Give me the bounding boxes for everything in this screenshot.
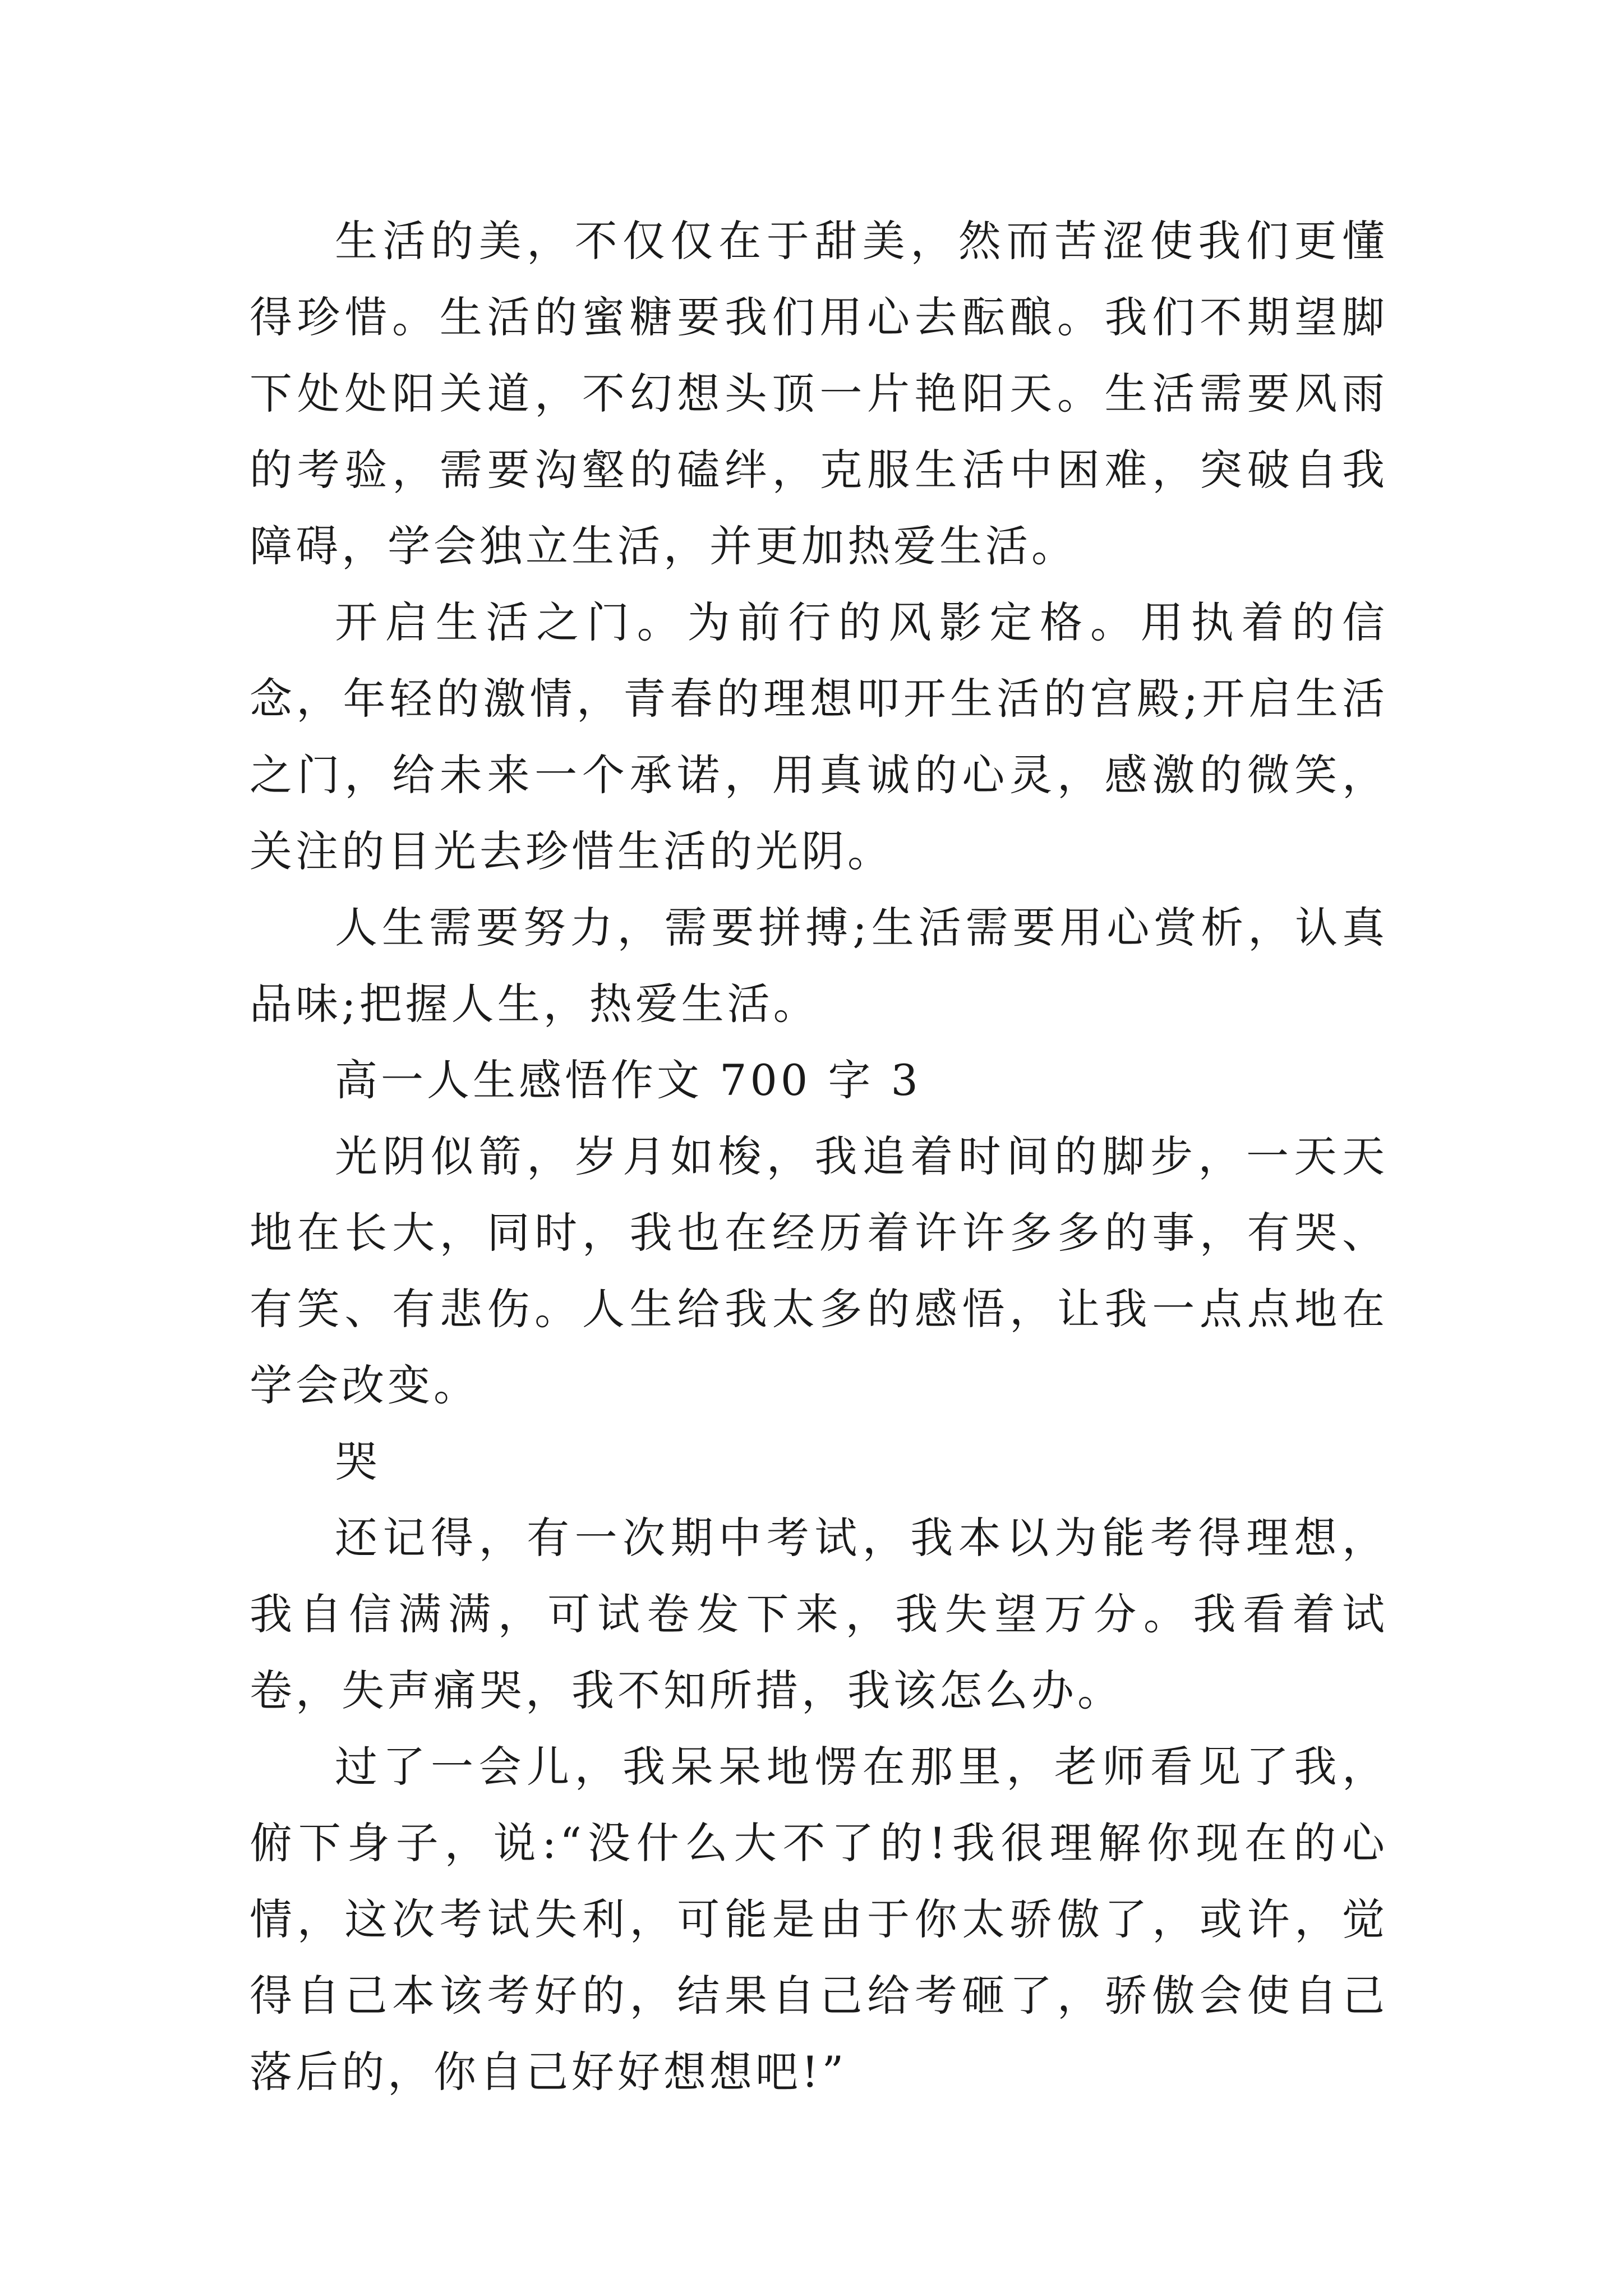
section-heading: 高一人生感悟作文 700 字 3	[335, 1055, 921, 1105]
subheading: 哭	[335, 1437, 381, 1487]
paragraph: 生活的美，不仅仅在于甜美，然而苦涩使我们更懂得珍惜。生活的蜜糖要我们用心去酝酿。我们不期望脚下处处阳关道，不幻想头顶一片艳阳天。生活需要风雨的考验，需要沟壑的磕绊，克服生活中困难，突破自我障碍，学会独立生活，并更加热爱生活。	[250, 216, 1388, 571]
paragraph: 过了一会儿，我呆呆地愣在那里，老师看见了我，俯下身子，说:“没什么大不了的!我很理解你现在的心情，这次考试失利，可能是由于你太骄傲了，或许，觉得自己本该考好的，结果自己给考砸了，骄傲会使自己落后的，你自己好好想想吧!”	[250, 1742, 1388, 2097]
paragraph: 人生需要努力，需要拼搏;生活需要用心赏析，认真品味;把握人生，热爱生活。	[250, 903, 1388, 1029]
document-body	[250, 203, 1388, 2110]
paragraph: 还记得，有一次期中考试，我本以为能考得理想，我自信满满，可试卷发下来，我失望万分。我看着试卷，失声痛哭，我不知所措，我该怎么办。	[250, 1513, 1388, 1715]
paragraph: 开启生活之门。为前行的风影定格。用执着的信念，年轻的激情，青春的理想叩开生活的宫殿;开启生活之门，给未来一个承诺，用真诚的心灵，感激的微笑，关注的目光去珍惜生活的光阴。	[250, 597, 1388, 876]
paragraph: 光阴似箭，岁月如梭，我追着时间的脚步，一天天地在长大，同时，我也在经历着许许多多的事，有哭、有笑、有悲伤。人生给我太多的感悟，让我一点点地在学会改变。	[250, 1131, 1388, 1410]
